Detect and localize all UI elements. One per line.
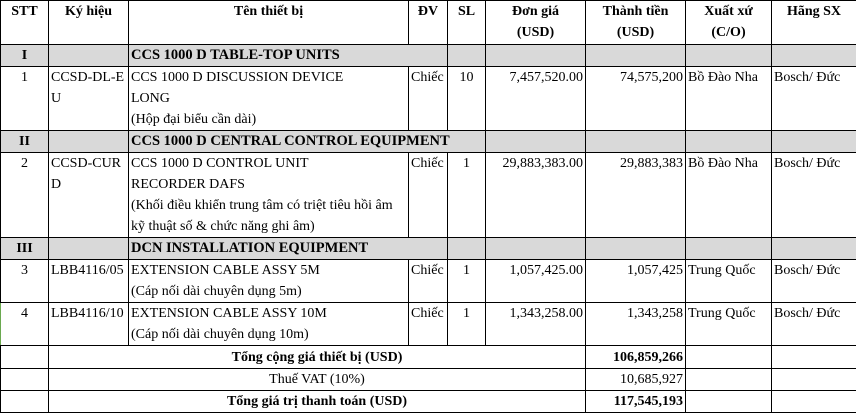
row-unit: Chiếc <box>409 153 448 238</box>
row-qty: 1 <box>448 153 486 238</box>
vat-row <box>1 369 856 391</box>
row-stt: 1 <box>1 67 49 131</box>
section-row <box>1 238 856 260</box>
header-origin <box>686 1 772 45</box>
row-total: 1,057,425 <box>586 260 686 303</box>
header-price <box>486 1 586 45</box>
vat-value: 10,685,927 <box>586 369 686 391</box>
row-name <box>129 303 409 346</box>
row-total: 29,883,383 <box>586 153 686 238</box>
section-row <box>1 131 856 153</box>
grand-total-row <box>1 391 856 413</box>
row-name-vn: (Cáp nối dài chuyên dụng 5m) <box>131 284 302 299</box>
grand-total-label: Tổng giá trị thanh toán (USD) <box>49 391 586 413</box>
row-maker: Bosch/ Đức <box>772 260 856 303</box>
row-origin: Bồ Đào Nha <box>686 67 772 131</box>
row-qty: 10 <box>448 67 486 131</box>
row-total: 1,343,258 <box>586 303 686 346</box>
row-maker: Bosch/ Đức <box>772 153 856 238</box>
row-code: CCSD-CURD <box>49 153 129 238</box>
row-qty: 1 <box>448 260 486 303</box>
section-row <box>1 45 856 67</box>
header-unit: ĐV <box>409 1 448 45</box>
row-name-line2: RECORDER DAFS <box>131 177 245 192</box>
row-price: 1,057,425.00 <box>486 260 586 303</box>
row-stt: 4 <box>1 303 49 346</box>
header-row <box>1 1 856 45</box>
row-code: LBB4116/05 <box>49 260 129 303</box>
row-name-vn-line1: (Khối điều khiển trung tâm có triệt tiêu hồi âm <box>131 198 393 213</box>
table-row <box>1 303 856 346</box>
subtotal-value: 106,859,266 <box>586 346 686 369</box>
row-origin: Trung Quốc <box>686 260 772 303</box>
row-qty: 1 <box>448 303 486 346</box>
row-price: 1,343,258.00 <box>486 303 586 346</box>
row-name <box>129 153 409 238</box>
section-title: CCS 1000 D CENTRAL CONTROL EQUIPMENT <box>129 131 486 153</box>
section-roman: II <box>1 131 49 153</box>
header-total-line1: Thành tiền <box>603 4 669 19</box>
header-origin-line2: (C/O) <box>711 25 745 40</box>
row-price: 7,457,520.00 <box>486 67 586 131</box>
row-unit: Chiếc <box>409 303 448 346</box>
row-origin: Trung Quốc <box>686 303 772 346</box>
grand-total-value: 117,545,193 <box>586 391 686 413</box>
header-name: Tên thiết bị <box>129 1 409 45</box>
row-name-line1: EXTENSION CABLE ASSY 10M <box>131 306 327 321</box>
subtotal-row <box>1 346 856 369</box>
subtotal-label: Tổng cộng giá thiết bị (USD) <box>49 346 586 369</box>
header-qty: SL <box>448 1 486 45</box>
header-price-line2: (USD) <box>517 25 554 40</box>
section-roman: III <box>1 238 49 260</box>
row-name <box>129 260 409 303</box>
section-title: CCS 1000 D TABLE-TOP UNITS <box>129 45 448 67</box>
table-row <box>1 67 856 131</box>
row-name-line1: CCS 1000 D CONTROL UNIT <box>131 156 309 171</box>
header-price-line1: Đơn giá <box>512 4 559 19</box>
row-unit: Chiếc <box>409 67 448 131</box>
row-stt: 3 <box>1 260 49 303</box>
header-stt: STT <box>1 1 49 45</box>
section-roman: I <box>1 45 49 67</box>
header-total-line2: (USD) <box>617 25 654 40</box>
header-origin-line1: Xuất xứ <box>704 4 752 19</box>
row-code: CCSD-DL-EU <box>49 67 129 131</box>
row-unit: Chiếc <box>409 260 448 303</box>
table-row <box>1 260 856 303</box>
table-row <box>1 153 856 238</box>
row-name-vn: (Hộp đại biểu cần dài) <box>131 112 256 127</box>
row-code: LBB4116/10 <box>49 303 129 346</box>
row-total: 74,575,200 <box>586 67 686 131</box>
row-price: 29,883,383.00 <box>486 153 586 238</box>
row-maker: Bosch/ Đức <box>772 67 856 131</box>
row-name-line1: EXTENSION CABLE ASSY 5M <box>131 263 320 278</box>
row-name-vn: (Cáp nối dài chuyên dụng 10m) <box>131 327 309 342</box>
row-origin: Bồ Đào Nha <box>686 153 772 238</box>
row-maker: Bosch/ Đức <box>772 303 856 346</box>
header-code: Ký hiệu <box>49 1 129 45</box>
header-maker: Hãng SX <box>772 1 856 45</box>
vat-label: Thuế VAT (10%) <box>49 369 586 391</box>
section-title: DCN INSTALLATION EQUIPMENT <box>129 238 448 260</box>
row-stt: 2 <box>1 153 49 238</box>
row-name-line1: CCS 1000 D DISCUSSION DEVICE <box>131 70 343 85</box>
row-name-vn-line2: kỹ thuật số & chức năng ghi âm) <box>131 219 315 234</box>
header-total <box>586 1 686 45</box>
row-name-line2: LONG <box>131 91 170 106</box>
row-name <box>129 67 409 131</box>
